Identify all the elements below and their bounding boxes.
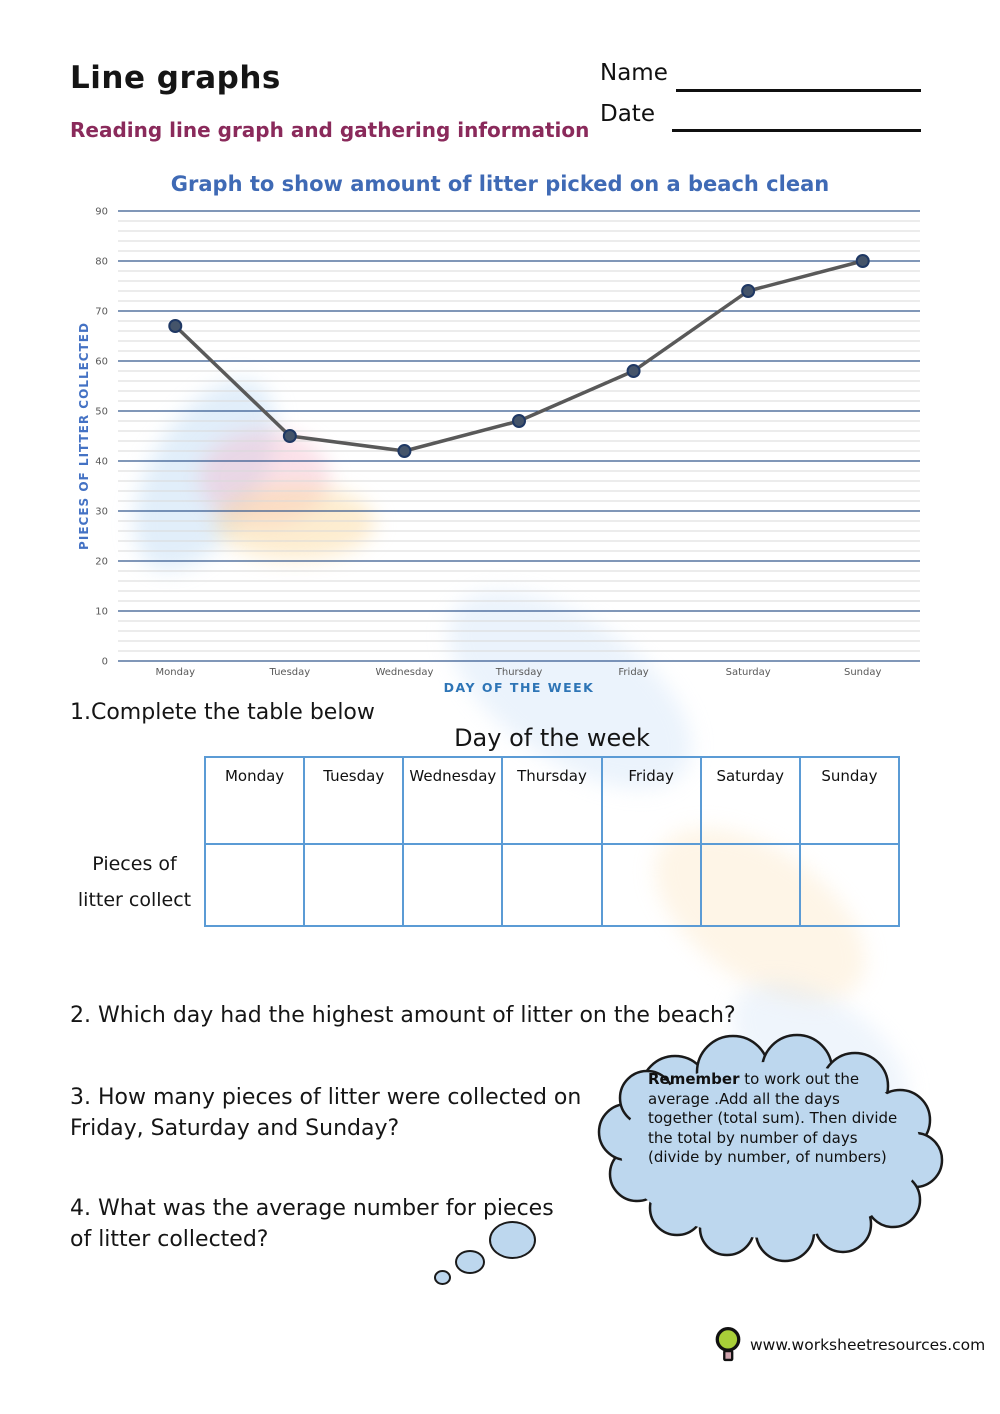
y-tick-label: 90 xyxy=(95,206,108,218)
table-answer-cell xyxy=(502,844,601,926)
table-header-monday: Monday xyxy=(205,757,304,844)
data-point xyxy=(169,320,181,332)
y-tick-label: 80 xyxy=(95,256,108,268)
table-answer-row xyxy=(205,844,899,926)
line-chart xyxy=(60,168,940,700)
thought-trail-bubble xyxy=(489,1221,536,1259)
table-header-tuesday: Tuesday xyxy=(304,757,403,844)
question-1: 1.Complete the table below xyxy=(70,700,375,725)
x-tick-label: Saturday xyxy=(725,667,771,678)
table-answer-cell xyxy=(304,844,403,926)
page-subtitle: Reading line graph and gathering information xyxy=(70,118,590,142)
table-row-label-line2: litter collect xyxy=(77,889,192,911)
page-title: Line graphs xyxy=(70,60,281,96)
x-tick-label: Sunday xyxy=(844,667,882,678)
question-4-line1: 4. What was the average number for pieces xyxy=(70,1196,554,1221)
question-3-line1: 3. How many pieces of litter were collected on xyxy=(70,1085,582,1110)
y-tick-label: 20 xyxy=(95,556,108,568)
y-tick-label: 60 xyxy=(95,356,108,368)
table-header-row xyxy=(205,757,899,844)
table-header-saturday: Saturday xyxy=(701,757,800,844)
thought-trail-bubble xyxy=(455,1250,485,1274)
table-answer-cell xyxy=(602,844,701,926)
y-tick-label: 10 xyxy=(95,606,108,618)
x-tick-label: Monday xyxy=(155,667,196,678)
question-3 xyxy=(70,1082,581,1144)
x-tick-label: Thursday xyxy=(495,667,543,678)
name-entry-line xyxy=(676,89,921,92)
question-3-line2: Friday, Saturday and Sunday? xyxy=(70,1116,400,1141)
y-tick-label: 30 xyxy=(95,506,108,518)
table-caption: Day of the week xyxy=(454,724,650,752)
table-header-thursday: Thursday xyxy=(502,757,601,844)
x-tick-label: Tuesday xyxy=(269,667,311,678)
bubble-text-bold: Remember xyxy=(648,1070,740,1088)
table-header-friday: Friday xyxy=(602,757,701,844)
data-point xyxy=(513,415,525,427)
data-point xyxy=(742,285,754,297)
footer-url: www.worksheetresources.com xyxy=(750,1336,986,1354)
date-label: Date xyxy=(600,101,655,127)
footer xyxy=(714,1326,985,1364)
data-point xyxy=(284,430,296,442)
thought-trail-bubble xyxy=(434,1270,451,1285)
y-tick-label: 40 xyxy=(95,456,108,468)
worksheetresources-logo-icon xyxy=(714,1326,742,1364)
data-point xyxy=(628,365,640,377)
table-answer-cell xyxy=(205,844,304,926)
y-tick-label: 50 xyxy=(95,406,108,418)
bubble-text xyxy=(648,1070,900,1168)
bubble-text-rest: to work out the average .Add all the days together (total sum). Then divide the total by number of days (divide by number, of numbers) xyxy=(648,1070,898,1166)
data-point xyxy=(857,255,869,267)
completion-table xyxy=(204,756,900,927)
y-tick-label: 0 xyxy=(101,656,108,668)
table-row-label-line1: Pieces of xyxy=(92,853,177,875)
question-4 xyxy=(70,1193,554,1255)
x-tick-label: Friday xyxy=(618,667,649,678)
table-answer-cell xyxy=(701,844,800,926)
y-tick-label: 70 xyxy=(95,306,108,318)
y-axis-title: PIECES OF LITTER COLLECTED xyxy=(77,322,91,550)
data-point xyxy=(398,445,410,457)
table-answer-cell xyxy=(403,844,502,926)
question-4-line2: of litter collected? xyxy=(70,1227,269,1252)
table-header-sunday: Sunday xyxy=(800,757,899,844)
chart-title: Graph to show amount of litter picked on a beach clean xyxy=(170,172,830,196)
name-label: Name xyxy=(600,60,668,86)
x-axis-title: DAY OF THE WEEK xyxy=(443,680,595,695)
chart-canvas xyxy=(60,168,940,700)
table-answer-cell xyxy=(800,844,899,926)
table-header-wednesday: Wednesday xyxy=(403,757,502,844)
question-2: 2. Which day had the highest amount of litter on the beach? xyxy=(70,1003,736,1028)
date-entry-line xyxy=(672,129,921,132)
x-tick-label: Wednesday xyxy=(375,667,434,678)
